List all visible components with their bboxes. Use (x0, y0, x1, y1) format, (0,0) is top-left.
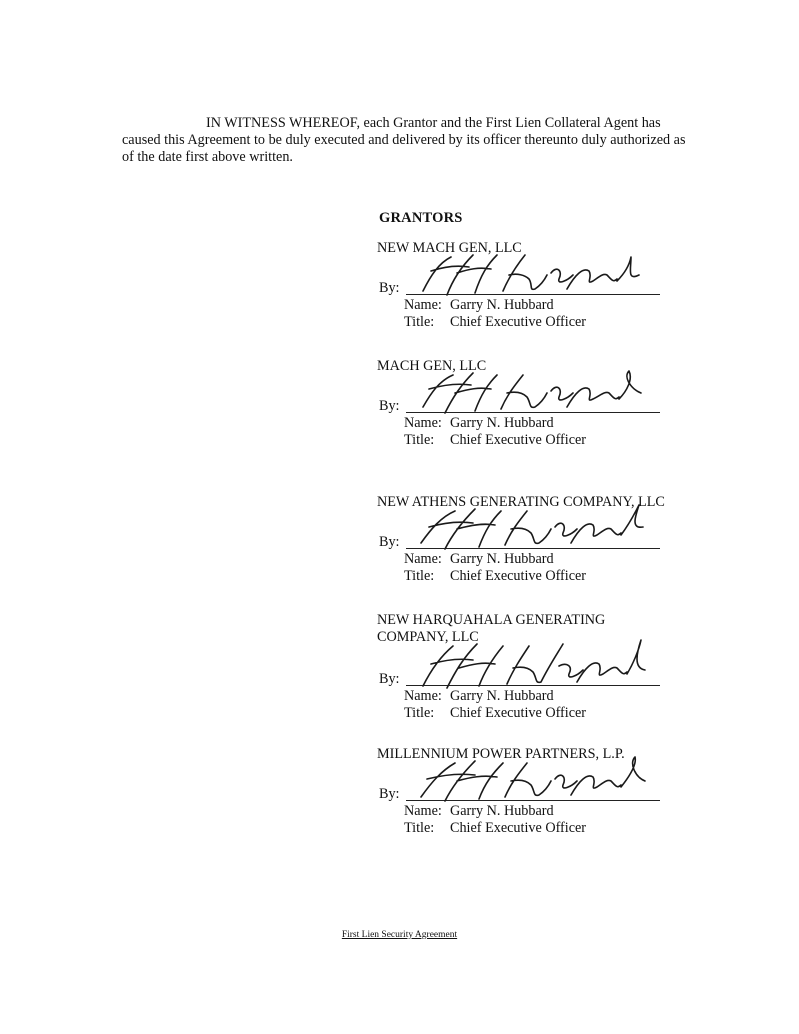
signatory-name: Garry N. Hubbard (450, 551, 554, 567)
signatory-title: Chief Executive Officer (450, 568, 587, 584)
signatory-name: Garry N. Hubbard (450, 688, 554, 704)
title-label: Title: (404, 568, 435, 584)
by-label: By: (379, 534, 400, 550)
signature-row (377, 763, 687, 803)
signatory-title: Chief Executive Officer (450, 314, 587, 330)
grantor-block (377, 612, 687, 722)
name-label: Name: (404, 415, 442, 431)
witness-text: IN WITNESS WHEREOF, each Grantor and the First Lien Collateral Agent has caused this Agreement to be duly executed and delivered by its officer thereunto duly authorized as of the date first above written. (122, 115, 686, 165)
signatory-title: Chief Executive Officer (450, 432, 587, 448)
handwritten-signature (417, 363, 647, 421)
grantor-entity-name: NEW HARQUAHALA GENERATING (377, 612, 606, 628)
by-label: By: (379, 280, 400, 296)
by-label: By: (379, 671, 400, 687)
grantor-block (377, 746, 687, 837)
handwritten-signature (417, 499, 647, 557)
name-label: Name: (404, 688, 442, 704)
signature-row (377, 511, 687, 551)
grantors-heading: GRANTORS (379, 210, 463, 226)
page-footer: First Lien Security Agreement (341, 930, 458, 940)
handwritten-signature (417, 636, 647, 694)
name-label: Name: (404, 803, 442, 819)
signatory-title: Chief Executive Officer (450, 705, 587, 721)
grantor-entity-name: NEW MACH GEN, LLC (377, 240, 522, 256)
grantor-entity-name-continued: COMPANY, LLC (377, 629, 479, 645)
signatory-title: Chief Executive Officer (450, 820, 587, 836)
signatory-name: Garry N. Hubbard (450, 803, 554, 819)
grantor-block (377, 494, 687, 585)
grantor-block (377, 240, 687, 331)
grantor-entity-name: NEW ATHENS GENERATING COMPANY, LLC (377, 494, 665, 510)
signatory-name: Garry N. Hubbard (450, 297, 554, 313)
title-label: Title: (404, 432, 435, 448)
by-label: By: (379, 786, 400, 802)
grantor-block (377, 358, 687, 449)
witness-paragraph (122, 115, 692, 166)
title-label: Title: (404, 314, 435, 330)
signature-row (377, 646, 687, 688)
title-label: Title: (404, 820, 435, 836)
handwritten-signature (417, 245, 647, 303)
by-label: By: (379, 398, 400, 414)
title-label: Title: (404, 705, 435, 721)
name-label: Name: (404, 551, 442, 567)
grantor-entity-name: MILLENNIUM POWER PARTNERS, L.P. (377, 746, 625, 762)
name-label: Name: (404, 297, 442, 313)
signature-row (377, 257, 687, 297)
signatory-name: Garry N. Hubbard (450, 415, 554, 431)
signature-row (377, 375, 687, 415)
grantor-entity-name: MACH GEN, LLC (377, 358, 487, 374)
handwritten-signature (417, 751, 647, 809)
